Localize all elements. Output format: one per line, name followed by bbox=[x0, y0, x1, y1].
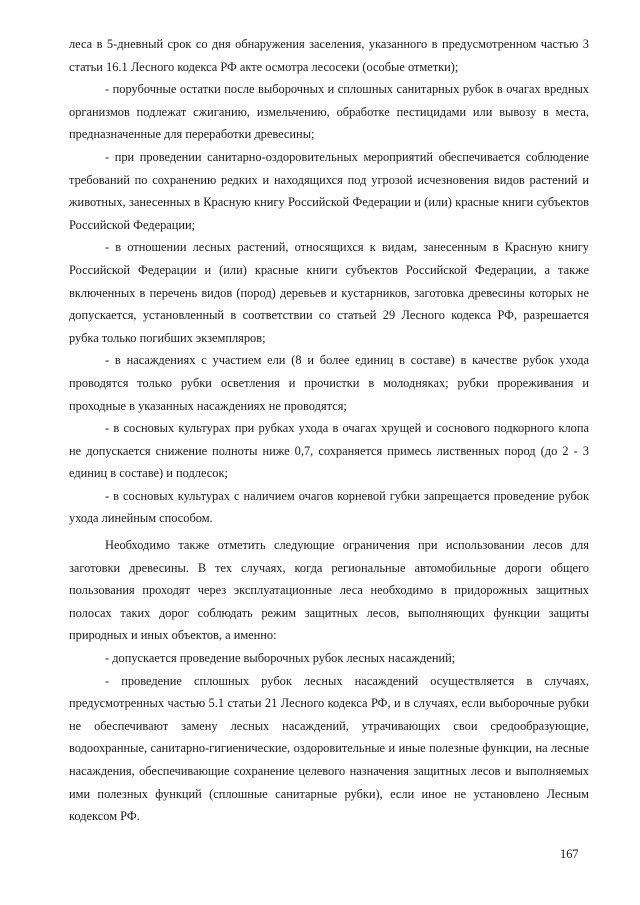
paragraph: - проведение сплошных рубок лесных насаждений осуществляется в случаях, предусмотренных частью 5.1 статьи 21 Лесного кодекса РФ, и в случаях, если выборочные рубки не обеспечивают замену лесных насаждений, утрачивающих свои средообразующие, водоохранные, санитарно-гигиенические, оздоровительные и иные полезные функции, на лесные насаждения, обеспечивающие сохранение целевого назначения защитных лесов и выполняемых ими полезных функций (сплошные санитарные рубки), если иное не установлено Лесным кодексом РФ. bbox=[69, 673, 589, 824]
paragraph: леса в 5-дневный срок со дня обнаружения заселения, указанного в предусмотренном частью 3 статьи 16.1 Лесного кодекса РФ акте осмотра лесосеки (особые отметки); bbox=[69, 37, 589, 74]
paragraph: - допускается проведение выборочных рубок лесных насаждений; bbox=[105, 651, 456, 666]
paragraph: Необходимо также отметить следующие ограничения при использовании лесов для заготовки древесины. В тех случаях, когда региональные автомобильные дороги общего пользования проходят через эксплуатационные леса необходимо в придорожных защитных полосах таких дорог соблюдать режим защитных лесов, выполняющих функции защиты природных и иных объектов, а именно: bbox=[69, 538, 589, 643]
paragraph: - в сосновых культурах при рубках ухода в очагах хрущей и соснового подкорного клопа не допускается снижение полноты ниже 0,7, сохраняется примесь лиственных пород (до 2 - 3 единиц в составе) и подлесок; bbox=[69, 421, 589, 481]
paragraph: - в отношении лесных растений, относящихся к видам, занесенным в Красную книгу Российской Федерации и (или) красные книги субъектов Российской Федерации, а также включенных в перечень видов (пород) деревьев и кустарников, заготовка древесины которых не допускается, установленный в соответствии со статьей 29 Лесного кодекса РФ, разрешается рубка только погибших экземпляров; bbox=[69, 240, 589, 345]
paragraph: - в сосновых культурах с наличием очагов корневой губки запрещается проведение рубок ухода линейным способом. bbox=[69, 488, 589, 526]
paragraph: - порубочные остатки после выборочных и сплошных санитарных рубок в очагах вредных организмов подлежат сжиганию, измельчению, обработке пестицидами или вывозу в места, предназначенные для переработки древесины; bbox=[69, 82, 589, 142]
paragraph: - при проведении санитарно-оздоровительных мероприятий обеспечивается соблюдение требований по сохранению редких и находящихся под угрозой исчезновения видов растений и животных, занесенных в Красную книгу Российской Федерации и (или) красные книги субъектов Российской Федерации; bbox=[69, 149, 589, 232]
page-number: 167 bbox=[560, 847, 579, 861]
paragraph: - в насаждениях с участием ели (8 и более единиц в составе) в качестве рубок ухода проводятся только рубки осветления и прочистки в молодняках; рубки прореживания и проходные в указанных насаждениях не проводятся; bbox=[69, 353, 589, 413]
document-body bbox=[69, 33, 589, 828]
